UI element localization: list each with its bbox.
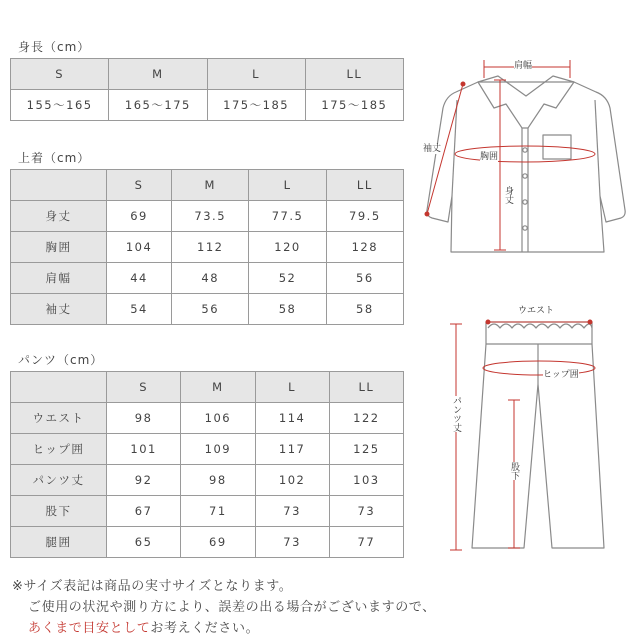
cell-value: 73 [329, 496, 403, 527]
length-label: 身丈 [503, 186, 513, 204]
row-label: パンツ丈 [11, 465, 107, 496]
cell-value: 44 [107, 263, 172, 294]
height-range-s: 155〜165 [11, 90, 109, 121]
cell-value: 112 [172, 232, 249, 263]
row-label: ヒップ囲 [11, 434, 107, 465]
cell-value: 73.5 [172, 201, 249, 232]
note-line-2: ご使用の状況や測り方により、誤差の出る場合がございますので、 [28, 600, 436, 615]
cell-value: 117 [255, 434, 329, 465]
waist-label: ウエスト [518, 306, 555, 316]
note-line-3-rest: お考えください。 [150, 621, 260, 636]
top-size-ll: LL [326, 170, 403, 201]
top-size-s: S [107, 170, 172, 201]
top-title: 上着（cm） [18, 151, 91, 165]
row-label: 袖丈 [11, 294, 107, 325]
cell-value: 101 [107, 434, 181, 465]
row-label: 身丈 [11, 201, 107, 232]
cell-value: 56 [326, 263, 403, 294]
row-label: 肩幅 [11, 263, 107, 294]
shirt-outline [427, 76, 625, 252]
hip-label: ヒップ囲 [543, 370, 579, 380]
inseam-label: 股下 [509, 462, 519, 480]
shoulder-label: 肩幅 [514, 61, 533, 71]
cell-value: 120 [249, 232, 326, 263]
height-size-l: L [207, 59, 305, 90]
cell-value: 56 [172, 294, 249, 325]
note-line-3 [28, 617, 259, 636]
row-label: ウエスト [11, 403, 107, 434]
pants-size-l: L [255, 372, 329, 403]
cell-value: 54 [107, 294, 172, 325]
cell-value: 73 [255, 496, 329, 527]
top-size-m: M [172, 170, 249, 201]
height-size-m: M [109, 59, 207, 90]
cell-value: 65 [107, 527, 181, 558]
pants-length-label: パンツ丈 [451, 396, 461, 432]
cell-value: 98 [107, 403, 181, 434]
note-emphasis: あくまで目安として [28, 621, 151, 636]
cell-value: 69 [107, 201, 172, 232]
height-size-s: S [11, 59, 109, 90]
cell-value: 77 [329, 527, 403, 558]
pants-title: パンツ（cm） [18, 353, 104, 367]
row-label: 腿囲 [11, 527, 107, 558]
cell-value: 79.5 [326, 201, 403, 232]
pants-outline [472, 322, 604, 548]
chest-label: 胸囲 [480, 152, 499, 162]
cell-value: 52 [249, 263, 326, 294]
cell-value: 109 [181, 434, 255, 465]
height-title: 身長（cm） [18, 40, 91, 54]
cell-value: 122 [329, 403, 403, 434]
cell-value: 114 [255, 403, 329, 434]
cell-value: 48 [172, 263, 249, 294]
cell-value: 128 [326, 232, 403, 263]
cell-value: 58 [249, 294, 326, 325]
cell-value: 71 [181, 496, 255, 527]
row-label: 胸囲 [11, 232, 107, 263]
height-range-m: 165〜175 [109, 90, 207, 121]
pants-size-m: M [181, 372, 255, 403]
pants-measure-lines [450, 320, 595, 550]
height-range-ll: 175〜185 [305, 90, 403, 121]
cell-value: 103 [329, 465, 403, 496]
top-size-l: L [249, 170, 326, 201]
cell-value: 102 [255, 465, 329, 496]
cell-value: 69 [181, 527, 255, 558]
cell-value: 106 [181, 403, 255, 434]
cell-value: 125 [329, 434, 403, 465]
pants-size-ll: LL [329, 372, 403, 403]
cell-value: 92 [107, 465, 181, 496]
row-label: 股下 [11, 496, 107, 527]
cell-value: 73 [255, 527, 329, 558]
note-line-1: ※サイズ表記は商品の実寸サイズとなります。 [12, 579, 293, 594]
cell-value: 67 [107, 496, 181, 527]
cell-value: 58 [326, 294, 403, 325]
cell-value: 104 [107, 232, 172, 263]
cell-value: 77.5 [249, 201, 326, 232]
cell-value: 98 [181, 465, 255, 496]
sleeve-label: 袖丈 [423, 144, 442, 154]
height-size-ll: LL [305, 59, 403, 90]
height-range-l: 175〜185 [207, 90, 305, 121]
pants-size-s: S [107, 372, 181, 403]
